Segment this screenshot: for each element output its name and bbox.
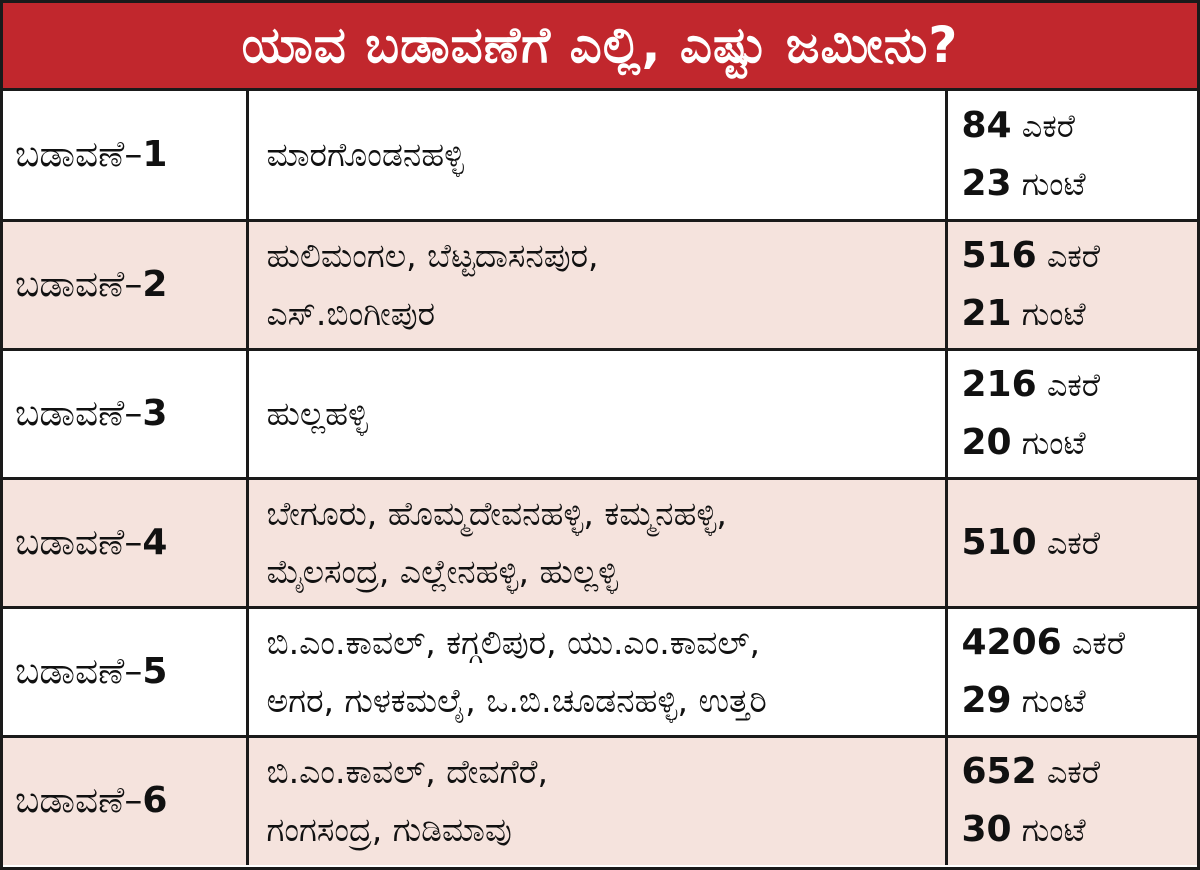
- area-value: 30: [961, 809, 1012, 851]
- table-row: [3, 478, 1197, 607]
- land-table: [3, 91, 1197, 865]
- village-line: ಎಸ್‌.ಬಿಂಗೀಪುರ: [266, 293, 436, 333]
- villages-cell: [247, 736, 946, 865]
- phase-number: 6: [142, 780, 168, 822]
- village-line: ಬೇಗೂರು, ಹೊಮ್ಮದೇವನಹಳ್ಳಿ, ಕಮ್ಮನಹಳ್ಳಿ,: [266, 493, 727, 533]
- phase-label: ಬಡಾವಣೆ–: [15, 780, 143, 822]
- phase-label: ಬಡಾವಣೆ–: [15, 521, 143, 563]
- area-unit: ಗುಂಟೆ: [1021, 811, 1086, 850]
- phase-cell: [3, 478, 247, 607]
- area-value: 4206: [961, 621, 1062, 663]
- village-line: ಮೈಲಸಂದ್ರ, ಎಲ್ಲೇನಹಳ್ಳಿ, ಹುಲ್ಲಳ್ಳಿ: [266, 551, 619, 591]
- area-unit: ಎಕರೆ: [1046, 753, 1100, 792]
- table-row: [3, 349, 1197, 478]
- village-line: ಹುಲ್ಲಹಳ್ಳಿ: [266, 393, 369, 433]
- area-line: [962, 514, 1198, 572]
- phase-label: ಬಡಾವಣೆ–: [15, 392, 143, 434]
- area-cell: [946, 607, 1197, 736]
- area-unit: ಗುಂಟೆ: [1021, 294, 1086, 333]
- area-value: 516: [961, 234, 1037, 276]
- table-row: [3, 91, 1197, 220]
- area-line: [962, 672, 1198, 730]
- area-cell: [946, 349, 1197, 478]
- villages-cell: [247, 607, 946, 736]
- area-cell: [946, 478, 1197, 607]
- area-value: 20: [961, 421, 1012, 463]
- table-row: [3, 736, 1197, 865]
- area-line: [962, 227, 1198, 285]
- village-line: ಮಾರಗೊಂಡನಹಳ್ಳಿ: [266, 134, 465, 174]
- area-unit: ಗುಂಟೆ: [1021, 423, 1086, 462]
- area-line: [962, 155, 1198, 213]
- phase-number: 5: [142, 650, 168, 692]
- phase-label: ಬಡಾವಣೆ–: [15, 650, 143, 692]
- phase-cell: [3, 736, 247, 865]
- area-line: [962, 614, 1198, 672]
- area-value: 23: [961, 162, 1012, 204]
- area-value: 216: [961, 363, 1037, 405]
- villages-cell: [247, 91, 946, 220]
- phase-cell: [3, 349, 247, 478]
- phase-cell: [3, 607, 247, 736]
- area-line: [962, 801, 1198, 859]
- area-unit: ಎಕರೆ: [1046, 523, 1100, 562]
- village-line: ಬಿ.ಎಂ.ಕಾವಲ್‌, ಕಗ್ಗಲಿಪುರ, ಯು.ಎಂ.ಕಾವಲ್‌,: [266, 622, 760, 662]
- phase-label: ಬಡಾವಣೆ–: [15, 263, 143, 305]
- area-value: 510: [961, 521, 1037, 563]
- village-line: ಗಂಗಸಂದ್ರ, ಗುಡಿಮಾವು: [266, 810, 512, 850]
- table-row: [3, 220, 1197, 349]
- area-unit: ಎಕರೆ: [1046, 365, 1100, 404]
- area-cell: [946, 220, 1197, 349]
- area-line: [962, 743, 1198, 801]
- area-line: [962, 285, 1198, 343]
- area-cell: [946, 91, 1197, 220]
- area-unit: ಎಕರೆ: [1071, 623, 1126, 662]
- phase-number: 1: [142, 133, 168, 175]
- villages-cell: [247, 478, 946, 607]
- phase-cell: [3, 220, 247, 349]
- phase-number: 4: [142, 521, 168, 563]
- area-unit: ಎಕರೆ: [1021, 106, 1075, 145]
- area-cell: [946, 736, 1197, 865]
- phase-number: 3: [142, 392, 168, 434]
- area-line: [962, 414, 1198, 472]
- area-unit: ಗುಂಟೆ: [1021, 681, 1086, 720]
- area-unit: ಎಕರೆ: [1046, 236, 1100, 275]
- village-line: ಹುಲಿಮಂಗಲ, ಬೆಟ್ಟದಾಸನಪುರ,: [266, 235, 599, 275]
- area-value: 29: [961, 679, 1012, 721]
- area-value: 84: [961, 104, 1012, 146]
- area-line: [962, 356, 1198, 414]
- area-line: [962, 97, 1198, 155]
- phase-cell: [3, 91, 247, 220]
- area-unit: ಗುಂಟೆ: [1021, 164, 1086, 203]
- village-line: ಬಿ.ಎಂ.ಕಾವಲ್‌, ದೇವಗೆರೆ,: [266, 752, 548, 792]
- area-value: 21: [961, 292, 1012, 334]
- phase-number: 2: [142, 263, 168, 305]
- phase-label: ಬಡಾವಣೆ–: [15, 133, 143, 175]
- table-row: [3, 607, 1197, 736]
- table-title: ಯಾವ ಬಡಾವಣೆಗೆ ಎಲ್ಲಿ, ಎಷ್ಟು ಜಮೀನು?: [3, 3, 1197, 91]
- villages-cell: [247, 220, 946, 349]
- village-line: ಅಗರ, ಗುಳಕಮಲೈ, ಒ.ಬಿ.ಚೂಡನಹಳ್ಳಿ, ಉತ್ತರಿ: [266, 680, 767, 720]
- area-value: 652: [961, 751, 1037, 793]
- villages-cell: [247, 349, 946, 478]
